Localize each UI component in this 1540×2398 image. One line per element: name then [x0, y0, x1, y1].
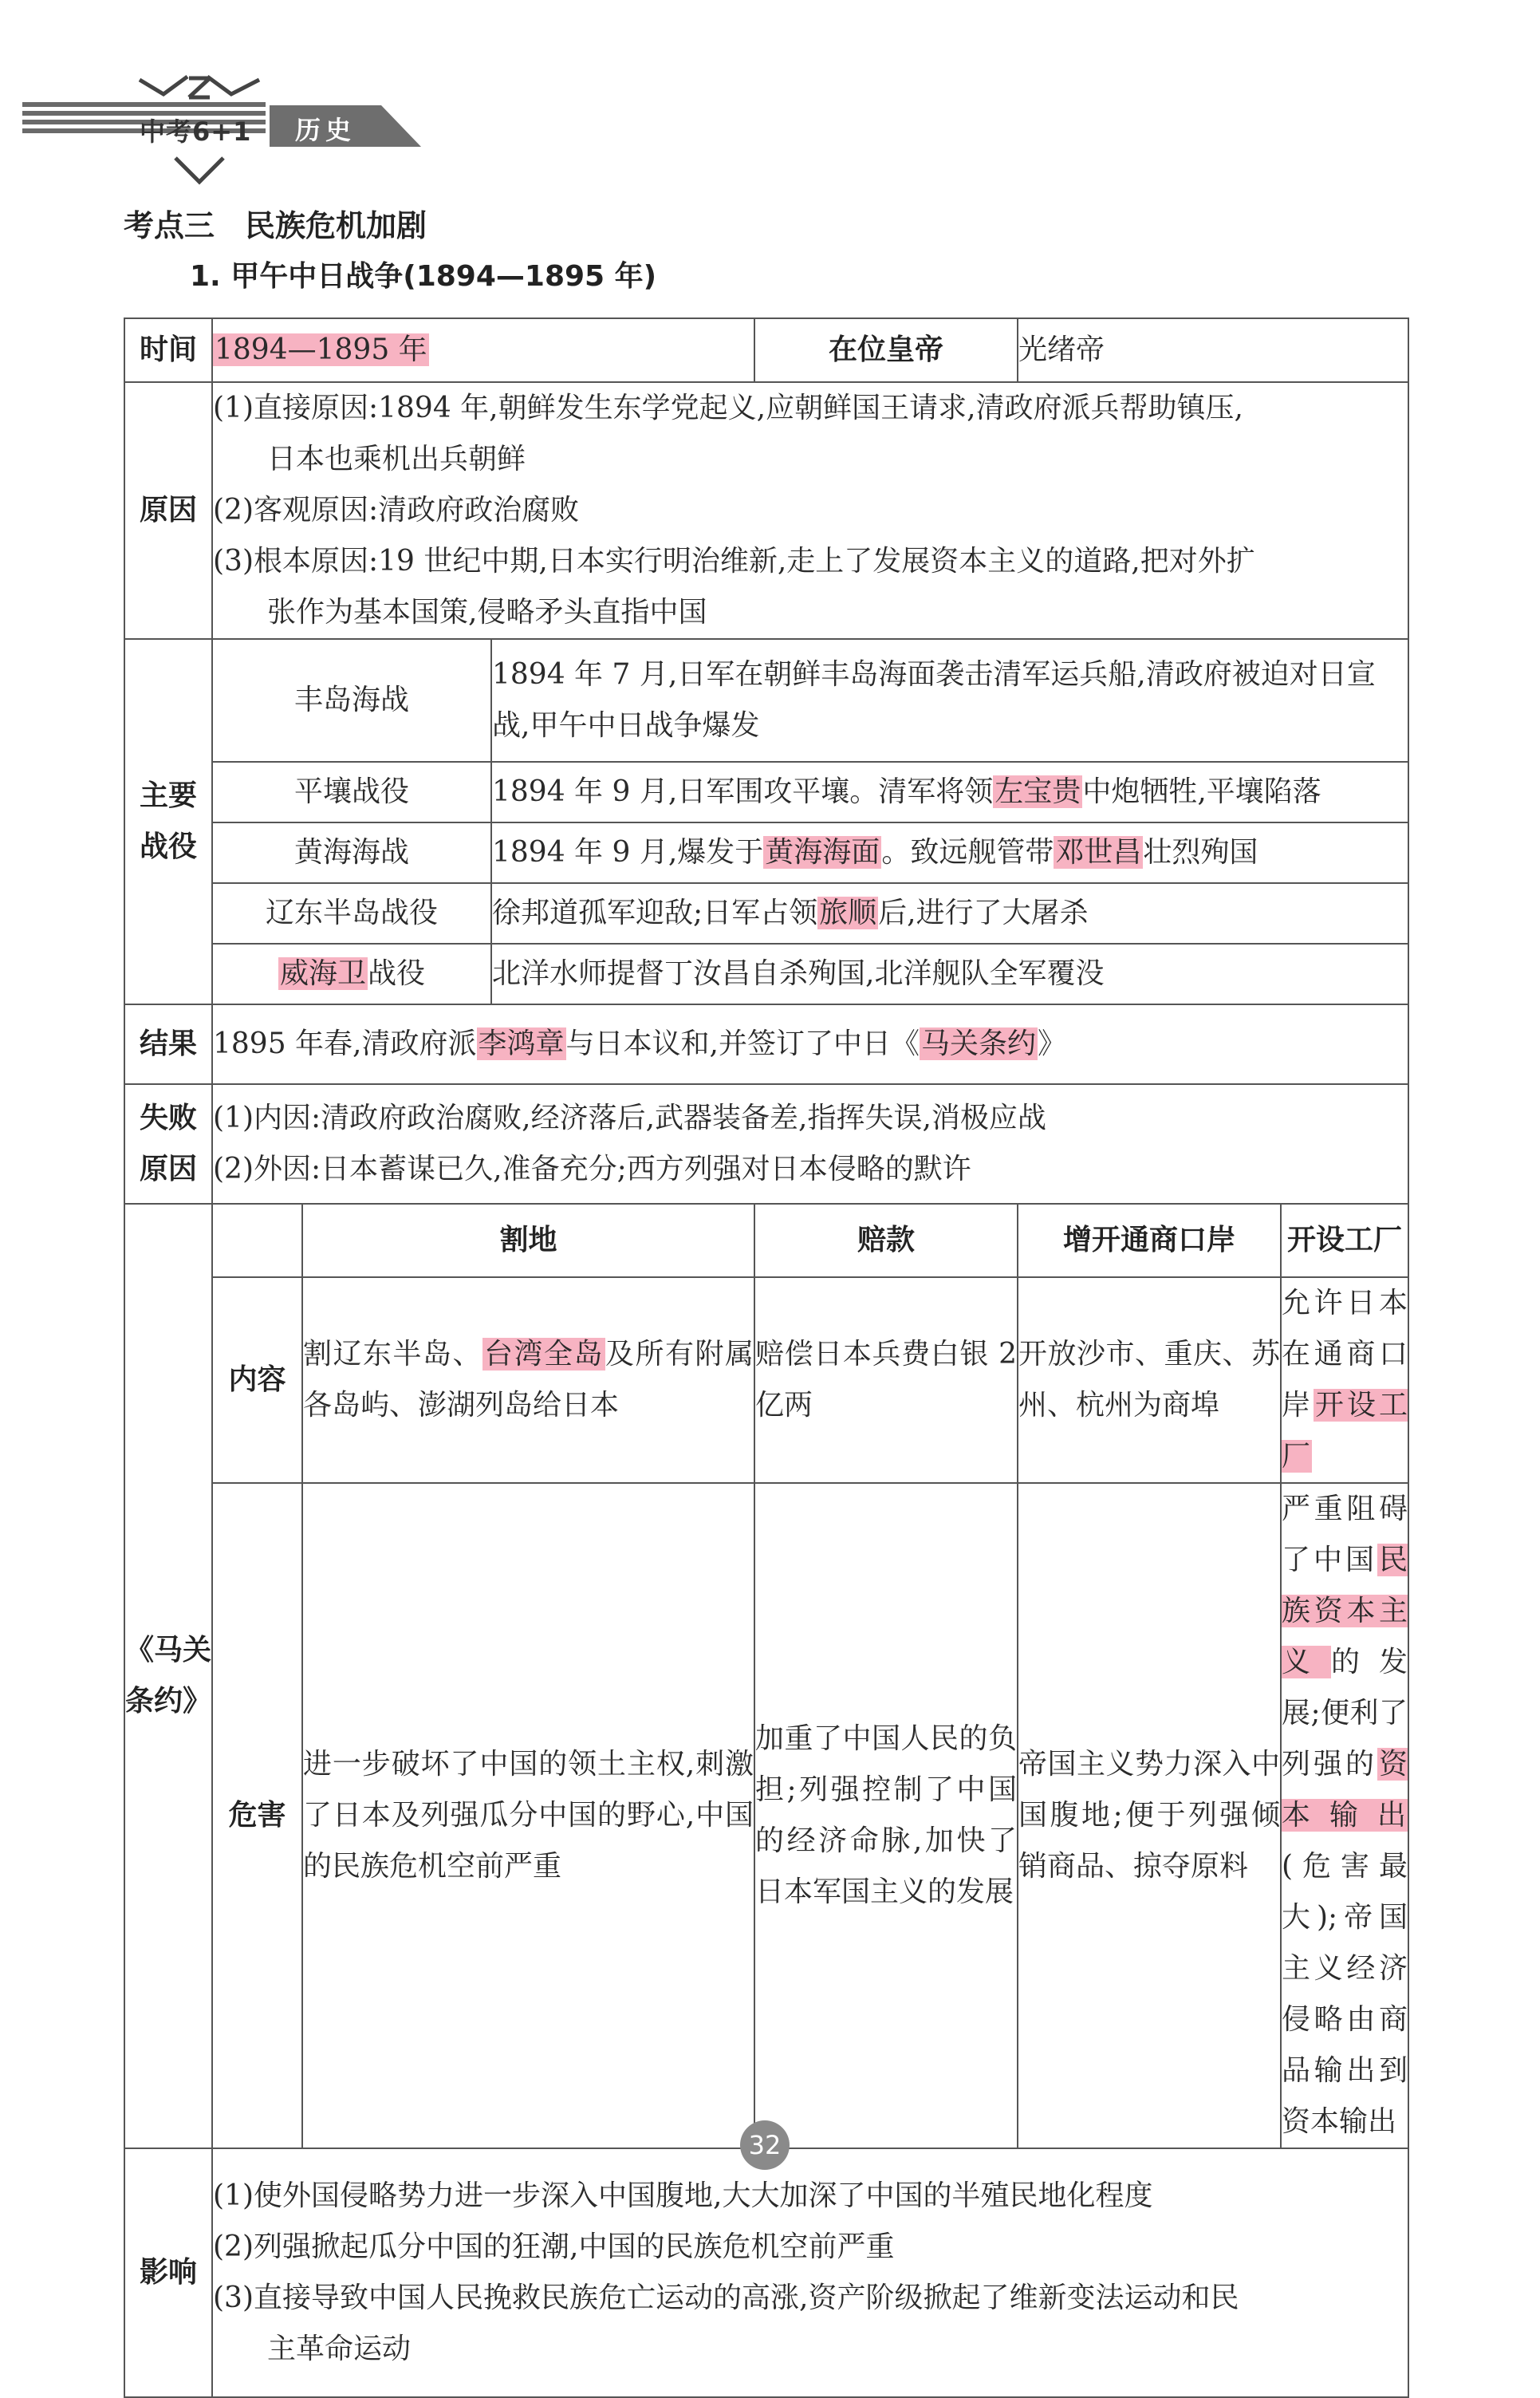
failure-content — [212, 1084, 1408, 1204]
emperor-label: 在位皇帝 — [754, 318, 1018, 382]
page-number: 32 — [740, 2120, 790, 2170]
content-label: 内容 — [212, 1277, 302, 1483]
highlight: 旅顺 — [819, 897, 877, 929]
highlight: 黄海海面 — [765, 836, 880, 869]
influence-2: (2)列强掀起瓜分中国的狂潮,中国的民族危机空前严重 — [213, 2230, 895, 2263]
result-label: 结果 — [124, 1004, 212, 1084]
influence-3: (3)直接导致中国人民挽救民族危亡运动的高涨,资产阶级掀起了维新变法运动和民 — [213, 2282, 1239, 2314]
treaty-content-row — [124, 1277, 1408, 1483]
cause-2: (2)客观原因:清政府政治腐败 — [213, 494, 580, 527]
factories-content: 允许日本在通商口岸开设工厂 — [1281, 1277, 1408, 1483]
time-value: 1894—1895 年 — [215, 333, 427, 366]
cause-1: (1)直接原因:1894 年,朝鲜发生东学党起义,应朝鲜国王请求,清政府派兵帮助镇压, — [213, 392, 1243, 424]
harm-land: 进一步破坏了中国的领土主权,刺激了日本及列强瓜分中国的野心,中国的民族危机空前严重 — [302, 1483, 754, 2148]
indemnity-content: 赔偿日本兵费白银 2 亿两 — [754, 1277, 1018, 1483]
highlight: 开设工厂 — [1282, 1389, 1408, 1473]
harm-factories: 严重阻碍了中国民族资本主义的发展;便利了列强的资本输出(危害最大);帝国主义经济侵略由商品输出到资本输出 — [1281, 1483, 1408, 2148]
land-content: 割辽东半岛、台湾全岛及所有附属各岛屿、澎湖列岛给日本 — [302, 1277, 754, 1483]
failure-2: (2)外因:日本蓄谋已久,准备充分;西方列强对日本侵略的默许 — [213, 1153, 971, 1185]
logo-text: 中考6+1 — [140, 116, 252, 147]
highlight: 台湾全岛 — [484, 1338, 604, 1371]
cause-3-cont: 张作为基本国策,侵略矛头直指中国 — [267, 596, 707, 629]
battle1-name: 丰岛海战 — [212, 639, 491, 762]
subsection-title: 1. 甲午中日战争(1894—1895 年) — [190, 260, 657, 293]
cause-label: 原因 — [124, 382, 212, 639]
highlight: 马关条约 — [920, 1027, 1036, 1060]
harm-ports: 帝国主义势力深入中国腹地;便于列强倾销商品、掠夺原料 — [1018, 1483, 1281, 2148]
col-ports: 增开通商口岸 — [1018, 1204, 1281, 1277]
battle5-desc: 北洋水师提督丁汝昌自杀殉国,北洋舰队全军覆没 — [491, 944, 1408, 1004]
highlight: 威海卫 — [279, 957, 366, 990]
battle-row-4 — [124, 883, 1408, 944]
harm-indemnity: 加重了中国人民的负担;列强控制了中国的经济命脉,加快了日本军国主义的发展 — [754, 1483, 1018, 2148]
battle-row-5 — [124, 944, 1408, 1004]
failure-1: (1)内因:清政府政治腐败,经济落后,武器装备差,指挥失误,消极应战 — [213, 1102, 1046, 1134]
highlight: 左宝贵 — [995, 775, 1081, 808]
battle3-name: 黄海海战 — [212, 822, 491, 883]
harm-label: 危害 — [212, 1483, 302, 2148]
ports-content: 开放沙市、重庆、苏州、杭州为商埠 — [1018, 1277, 1281, 1483]
battle-row-1 — [124, 639, 1408, 762]
battle2-name: 平壤战役 — [212, 762, 491, 822]
influence-content — [212, 2148, 1408, 2397]
result-content: 1895 年春,清政府派李鸿章与日本议和,并签订了中日《马关条约》 — [212, 1004, 1408, 1084]
battle4-name: 辽东半岛战役 — [212, 883, 491, 944]
result-row — [124, 1004, 1408, 1084]
battle3-desc: 1894 年 9 月,爆发于黄海海面。致远舰管带邓世昌壮烈殉国 — [491, 822, 1408, 883]
section-title: 考点三 民族危机加剧 — [124, 208, 427, 243]
battle1-desc: 1894 年 7 月,日军在朝鲜丰岛海面袭击清军运兵船,清政府被迫对日宣战,甲午中日战争爆发 — [491, 639, 1408, 762]
subject-label: 历史 — [295, 115, 356, 145]
col-factories: 开设工厂 — [1281, 1204, 1408, 1277]
failure-label: 失败原因 — [124, 1084, 212, 1204]
treaty-label: 《马关条约》 — [124, 1204, 212, 2148]
emperor-value: 光绪帝 — [1018, 318, 1408, 382]
treaty-corner — [212, 1204, 302, 1277]
treaty-harm-row — [124, 1483, 1408, 2148]
influence-label: 影响 — [124, 2148, 212, 2397]
highlight: 民族资本主义 — [1282, 1544, 1408, 1678]
battle4-desc: 徐邦道孤军迎敌;日军占领旅顺后,进行了大屠杀 — [491, 883, 1408, 944]
time-value-cell — [212, 318, 754, 382]
cause-3: (3)根本原因:19 世纪中期,日本实行明治维新,走上了发展资本主义的道路,把对外扩 — [213, 545, 1255, 578]
cause-1-cont: 日本也乘机出兵朝鲜 — [267, 443, 526, 475]
treaty-header-row — [124, 1204, 1408, 1277]
battle2-desc: 1894 年 9 月,日军围攻平壤。清军将领左宝贵中炮牺牲,平壤陷落 — [491, 762, 1408, 822]
col-indemnity: 赔款 — [754, 1204, 1018, 1277]
battle5-name: 威海卫战役 — [212, 944, 491, 1004]
influence-row — [124, 2148, 1408, 2397]
highlight: 资本输出 — [1282, 1748, 1408, 1832]
cause-row — [124, 382, 1408, 639]
cause-content — [212, 382, 1408, 639]
battles-label: 主要战役 — [124, 639, 212, 1004]
battle-row-2 — [124, 762, 1408, 822]
time-label: 时间 — [124, 318, 212, 382]
influence-3-cont: 主革命运动 — [267, 2333, 412, 2365]
influence-1: (1)使外国侵略势力进一步深入中国腹地,大大加深了中国的半殖民地化程度 — [213, 2179, 1153, 2212]
highlight: 邓世昌 — [1055, 836, 1142, 869]
battle-row-3 — [124, 822, 1408, 883]
time-row — [124, 318, 1408, 382]
war-summary-table — [124, 317, 1409, 2398]
failure-row — [124, 1084, 1408, 1204]
highlight: 李鸿章 — [478, 1027, 565, 1060]
col-land: 割地 — [302, 1204, 754, 1277]
